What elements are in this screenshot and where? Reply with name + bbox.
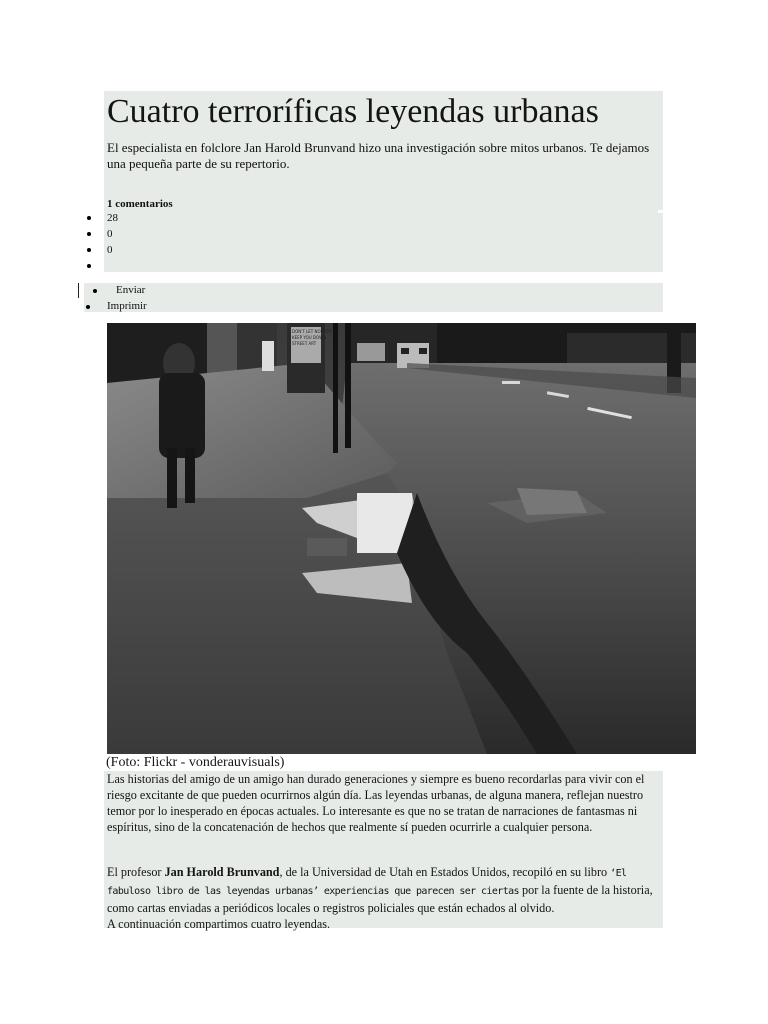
bullet-icon <box>93 289 97 293</box>
bullet-icon <box>87 248 91 252</box>
article-deck: El especialista en folclore Jan Harold Brunvand hizo una investigación sobre mitos urbanos. Te dejamos una pequeña parte de su repertorio. <box>107 140 650 171</box>
print-link[interactable]: Imprimir <box>107 300 147 312</box>
stat-value: 28 <box>107 212 118 224</box>
bullet-icon <box>86 305 90 309</box>
book-title: ‘El fabuloso libro de las leyendas urbanas’ experiencias que parecen ser ciertas <box>107 868 627 897</box>
panel-divider <box>658 210 663 213</box>
stat-item-2[interactable] <box>107 226 118 242</box>
para-text: El profesor <box>107 865 165 879</box>
stat-value: 0 <box>107 244 113 256</box>
bullet-icon <box>87 216 91 220</box>
stat-item-1[interactable] <box>107 210 118 226</box>
comments-count[interactable]: 1 comentarios <box>107 198 173 210</box>
sign-text: DON'T LET NOBODY <box>292 329 332 334</box>
article-title: Cuatro terroríficas leyendas urbanas <box>107 93 599 130</box>
body-paragraph-2 <box>107 864 663 932</box>
body-paragraph-1: Las historias del amigo de un amigo han durado generaciones y siempre es bueno recordarlas para vivir con el riesgo excitante de que pueden ocurrirnos algún día. Las leyendas urbanas, de alguna manera, reflejan nuestro temor por lo inesperado en épocas actuales. Lo interesante es que no se tratan de narraciones de fantasmas ni espíritus, sino de la concatenación de hechos que realmente sí pueden ocurrirle a cualquier persona. <box>107 772 645 834</box>
share-stats-list <box>107 210 118 274</box>
bullet-icon <box>87 264 91 268</box>
sign-text: KEEP YOU DOWN <box>292 335 327 340</box>
author-name: Jan Harold Brunvand <box>164 865 280 879</box>
para-text: por la fuente de la historia, como cartas enviadas a periódicos locales o registros policiales que están echados al olvido. <box>107 883 653 915</box>
send-link[interactable]: Enviar <box>116 284 146 296</box>
text-cursor <box>78 283 79 298</box>
rainy-street-photo <box>107 323 696 754</box>
sign-text: STREET ART <box>292 341 317 346</box>
stat-value: 0 <box>107 228 113 240</box>
article-photo <box>107 323 696 754</box>
bullet-icon <box>87 232 91 236</box>
stat-item-4[interactable] <box>107 258 118 274</box>
photo-caption: (Foto: Flickr - vonderauvisuals) <box>106 755 285 770</box>
share-panel <box>84 283 663 312</box>
para-closing: A continuación compartimos cuatro leyendas. <box>107 917 331 931</box>
para-text: , de la Universidad de Utah en Estados Unidos, recopiló en su libro <box>279 865 611 879</box>
stat-item-3[interactable] <box>107 242 118 258</box>
